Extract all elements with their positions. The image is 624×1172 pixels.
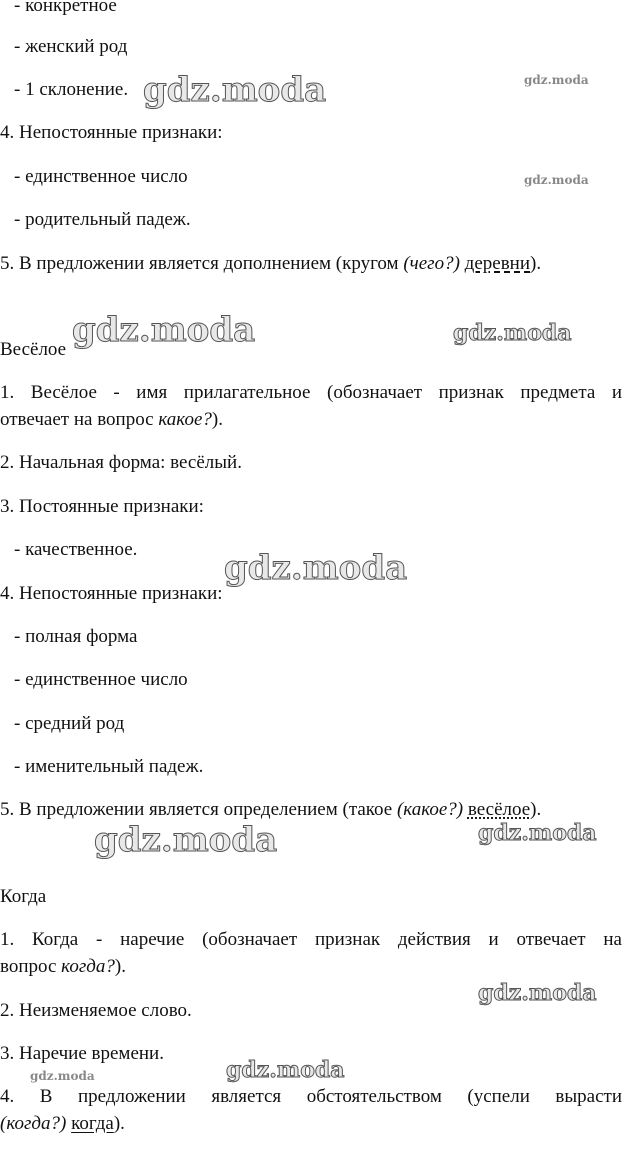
question: когда? [61,956,115,977]
text-span: ). [114,956,126,977]
text-line: 3. Постоянные признаки: [0,496,204,517]
watermark: gdz.moda [478,820,597,846]
text-line: - единственное число [14,669,188,690]
text-span: ). [211,409,223,430]
watermark: gdz.moda [478,980,597,1006]
text-line: 4. Непостоянные признаки: [0,583,223,604]
text-line: - конкретное [14,0,117,16]
text-span: отвечает на вопрос [0,409,159,430]
text-line: 4. Непостоянные признаки: [0,122,223,143]
section-heading: Когда [0,886,47,907]
watermark: gdz.moda [453,320,572,346]
text-line [0,1112,125,1136]
question: (когда?) [0,1113,67,1134]
text-span: ). [530,799,542,820]
text-line: - качественное. [14,539,138,560]
text-line: 1. Весёлое - имя прилагательное (обозначает признак предмета и [0,382,622,403]
text-span: ). [530,253,542,274]
question: (какое?) [396,799,464,820]
text-line [0,955,126,979]
text-line: 2. Начальная форма: весёлый. [0,452,242,473]
text-line: 4. В предложении является обстоятельством (успели вырасти [0,1086,622,1107]
watermark: gdz.moda [226,1057,345,1083]
text-line: 2. Неизменяемое слово. [0,1000,192,1021]
question: какое? [158,409,212,430]
underlined-word: деревни [464,253,531,274]
text-line: - 1 склонение. [14,79,129,100]
text-span: ). [113,1113,125,1134]
text-line: - полная форма [14,626,138,647]
question: (чего?) [403,253,460,274]
section-heading: Весёлое [0,339,67,360]
watermark: gdz.moda [524,173,589,187]
underlined-word: весёлое [467,799,531,820]
watermark: gdz.moda [94,820,278,860]
text-line [0,798,541,822]
underlined-word: когда [71,1113,114,1134]
text-line: - единственное число [14,166,188,187]
text-line: - именительный падеж. [14,756,204,777]
watermark: gdz.moda [143,70,327,110]
watermark: gdz.moda [524,73,589,87]
text-line: - женский род [14,36,128,57]
text-span: 5. В предложении является дополнением (кругом [0,253,404,274]
watermark: gdz.moda [30,1069,95,1083]
text-span: 5. В предложении является определением (такое [0,799,397,820]
text-line: 3. Наречие времени. [0,1043,164,1064]
text-line: 1. Когда - наречие (обозначает признак действия и отвечает на [0,929,622,950]
text-line: - родительный падеж. [14,209,191,230]
text-line: - средний род [14,713,125,734]
text-line [0,408,223,432]
text-line [0,252,541,276]
text-span: вопрос [0,956,62,977]
watermark: gdz.moda [224,548,408,588]
watermark: gdz.moda [72,310,256,350]
